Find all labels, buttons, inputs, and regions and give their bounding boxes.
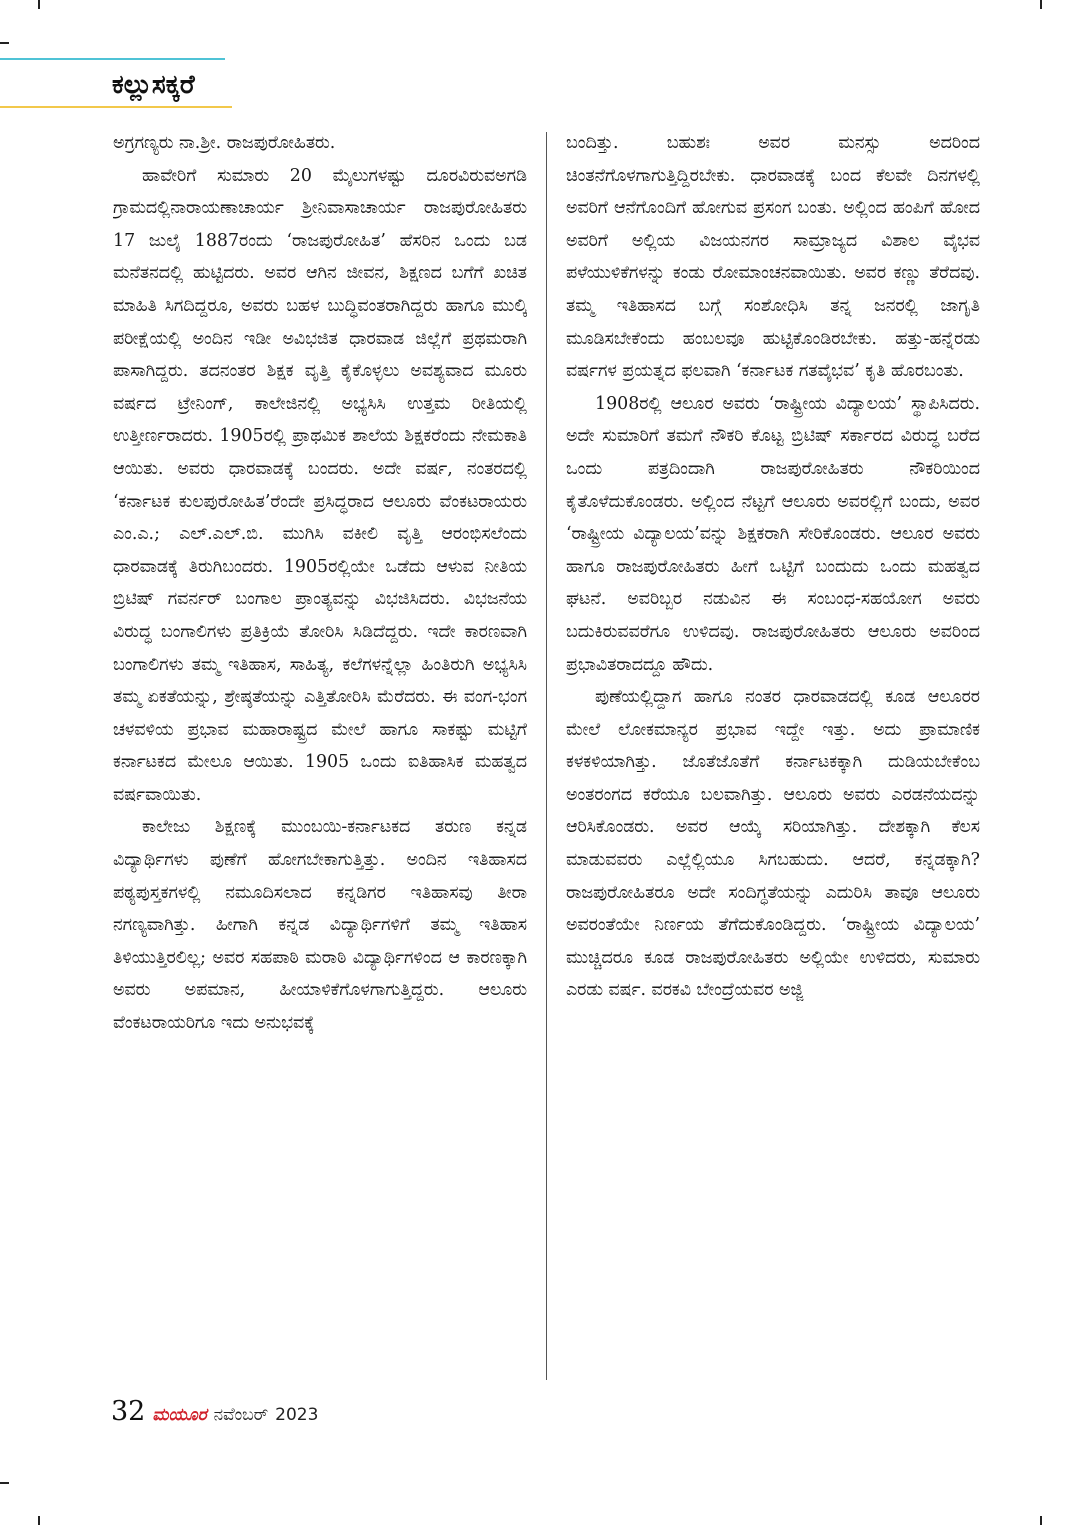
crop-mark-top-left xyxy=(38,0,40,9)
article-column-left xyxy=(113,127,527,1382)
right-paragraph-2: 1908ರಲ್ಲಿ ಆಲೂರ ಅವರು ‘ರಾಷ್ಟ್ರೀಯ ವಿದ್ಯಾಲಯ’ ಸ್ಥಾಪಿಸಿದರು. ಅದೇ ಸುಮಾರಿಗೆ ತಮಗೆ ನೌಕರಿ ಕೊಟ್ಟ ಬ್ರಿಟಿಷ್ ಸರ್ಕಾರದ ವಿರುದ್ಧ ಬರೆದ ಒಂದು ಪತ್ರದಿಂದಾಗಿ ರಾಜಪುರೋಹಿತರು ನೌಕರಿಯಿಂದ ಕೈತೊಳೆದುಕೊಂಡರು. ಅಲ್ಲಿಂದ ನೆಟ್ಟಗೆ ಆಲೂರು ಅವರಲ್ಲಿಗೆ ಬಂದು, ಅವರ ‘ರಾಷ್ಟ್ರೀಯ ವಿದ್ಯಾಲಯ’ವನ್ನು ಶಿಕ್ಷಕರಾಗಿ ಸೇರಿಕೊಂಡರು. ಆಲೂರ ಅವರು ಹಾಗೂ ರಾಜಪುರೋಹಿತರು ಹೀಗೆ ಒಟ್ಟಿಗೆ ಬಂದುದು ಒಂದು ಮಹತ್ವದ ಘಟನೆ. ಅವರಿಬ್ಬರ ನಡುವಿನ ಈ ಸಂಬಂಧ-ಸಹಯೋಗ ಅವರು ಬದುಕಿರುವವರೆಗೂ ಉಳಿದವು. ರಾಜಪುರೋಹಿತರು ಆಲೂರು ಅವರಿಂದ ಪ್ರಭಾವಿತರಾದದ್ದೂ ಹೌದು. xyxy=(566,393,980,675)
article-column-right xyxy=(566,127,980,1382)
page-footer xyxy=(111,1392,318,1432)
issue-year: 2023 xyxy=(275,1405,319,1425)
crop-mark-top-right xyxy=(1040,0,1042,9)
header-rule-bottom xyxy=(0,106,232,108)
magazine-logo: ಮಯೂರ xyxy=(152,1405,207,1425)
right-paragraph-1: ಬಂದಿತ್ತು. ಬಹುಶಃ ಅವರ ಮನಸ್ಸು ಅದರಿಂದ ಚಿಂತನೆಗೊಳಗಾಗುತ್ತಿದ್ದಿರಬೇಕು. ಧಾರವಾಡಕ್ಕೆ ಬಂದ ಕೆಲವೇ ದಿನಗಳಲ್ಲಿ ಅವರಿಗೆ ಆನೆಗೊಂದಿಗೆ ಹೋಗುವ ಪ್ರಸಂಗ ಬಂತು. ಅಲ್ಲಿಂದ ಹಂಪಿಗೆ ಹೋದ ಅವರಿಗೆ ಅಲ್ಲಿಯ ವಿಜಯನಗರ ಸಾಮ್ರಾಜ್ಯದ ವಿಶಾಲ ವೈಭವ ಪಳೆಯುಳಿಕೆಗಳನ್ನು ಕಂಡು ರೋಮಾಂಚನವಾಯಿತು. ಅವರ ಕಣ್ಣು ತೆರೆದವು. ತಮ್ಮ ಇತಿಹಾಸದ ಬಗ್ಗೆ ಸಂಶೋಧಿಸಿ ತನ್ನ ಜನರಲ್ಲಿ ಜಾಗೃತಿ ಮೂಡಿಸಬೇಕೆಂದು ಹಂಬಲವೂ ಹುಟ್ಟಿಕೊಂಡಿರಬೇಕು. ಹತ್ತು-ಹನ್ನೆರಡು ವರ್ಷಗಳ ಪ್ರಯತ್ನದ ಫಲವಾಗಿ ‘ಕರ್ನಾಟಕ ಗತವೈಭವ’ ಕೃತಿ ಹೊರಬಂತು. xyxy=(566,133,980,382)
left-paragraph-3: ಕಾಲೇಜು ಶಿಕ್ಷಣಕ್ಕೆ ಮುಂಬಯಿ-ಕರ್ನಾಟಕದ ತರುಣ ಕನ್ನಡ ವಿದ್ಯಾರ್ಥಿಗಳು ಪುಣೆಗೆ ಹೋಗಬೇಕಾಗುತ್ತಿತ್ತು. ಅಂದಿನ ಇತಿಹಾಸದ ಪಠ್ಯಪುಸ್ತಕಗಳಲ್ಲಿ ನಮೂದಿಸಲಾದ ಕನ್ನಡಿಗರ ಇತಿಹಾಸವು ತೀರಾ ನಗಣ್ಯವಾಗಿತ್ತು. ಹೀಗಾಗಿ ಕನ್ನಡ ವಿದ್ಯಾರ್ಥಿಗಳಿಗೆ ತಮ್ಮ ಇತಿಹಾಸ ತಿಳಿಯುತ್ತಿರಲಿಲ್ಲ; ಅವರ ಸಹಪಾಠಿ ಮರಾಠಿ ವಿದ್ಯಾರ್ಥಿಗಳಿಂದ ಆ ಕಾರಣಕ್ಕಾಗಿ ಅವರು ಅಪಮಾನ, ಹೀಯಾಳಿಕೆಗೊಳಗಾಗುತ್ತಿದ್ದರು. ಆಲೂರು ವೆಂಕಟರಾಯರಿಗೂ ಇದು ಅನುಭವಕ್ಕೆ xyxy=(113,817,527,1034)
crop-mark-bottom-left xyxy=(38,1516,40,1525)
crop-mark-left-upper xyxy=(0,42,9,44)
left-paragraph-2: ಹಾವೇರಿಗೆ ಸುಮಾರು 20 ಮೈಲುಗಳಷ್ಟು ದೂರವಿರುವಅಗಡಿ ಗ್ರಾಮದಲ್ಲಿನಾರಾಯಣಾಚಾರ್ಯ ಶ್ರೀನಿವಾಸಾಚಾರ್ಯ ರಾಜಪುರೋಹಿತರು 17 ಜುಲೈ 1887ರಂದು ‘ರಾಜಪುರೋಹಿತ’ ಹೆಸರಿನ ಒಂದು ಬಡ ಮನೆತನದಲ್ಲಿ ಹುಟ್ಟಿದರು. ಅವರ ಆಗಿನ ಜೀವನ, ಶಿಕ್ಷಣದ ಬಗೆಗೆ ಖಚಿತ ಮಾಹಿತಿ ಸಿಗದಿದ್ದರೂ, ಅವರು ಬಹಳ ಬುದ್ಧಿವಂತರಾಗಿದ್ದರು ಹಾಗೂ ಮುಲ್ಕಿ ಪರೀಕ್ಷೆಯಲ್ಲಿ ಅಂದಿನ ಇಡೀ ಅವಿಭಜಿತ ಧಾರವಾಡ ಜಿಲ್ಲೆಗೆ ಪ್ರಥಮರಾಗಿ ಪಾಸಾಗಿದ್ದರು. ತದನಂತರ ಶಿಕ್ಷಕ ವೃತ್ತಿ ಕೈಕೊಳ್ಳಲು ಅವಶ್ಯವಾದ ಮೂರು ವರ್ಷದ ಟ್ರೇನಿಂಗ್, ಕಾಲೇಜಿನಲ್ಲಿ ಅಭ್ಯಸಿಸಿ ಉತ್ತಮ ರೀತಿಯಲ್ಲಿ ಉತ್ತೀರ್ಣರಾದರು. 1905ರಲ್ಲಿ ಪ್ರಾಥಮಿಕ ಶಾಲೆಯ ಶಿಕ್ಷಕರೆಂದು ನೇಮಕಾತಿ ಆಯಿತು. ಅವರು ಧಾರವಾಡಕ್ಕೆ ಬಂದರು. ಅದೇ ವರ್ಷ, ನಂತರದಲ್ಲಿ ‘ಕರ್ನಾಟಕ ಕುಲಪುರೋಹಿತ’ರೆಂದೇ ಪ್ರಸಿದ್ಧರಾದ ಆಲೂರು ವೆಂಕಟರಾಯರು ಎಂ.ಎ.; ಎಲ್.ಎಲ್.ಬಿ. ಮುಗಿಸಿ ವಕೀಲಿ ವೃತ್ತಿ ಆರಂಭಿಸಲೆಂದು ಧಾರವಾಡಕ್ಕೆ ತಿರುಗಿಬಂದರು. 1905ರಲ್ಲಿಯೇ ಒಡೆದು ಆಳುವ ನೀತಿಯ ಬ್ರಿಟಿಷ್ ಗವರ್ನರ್ ಬಂಗಾಲ ಪ್ರಾಂತ್ಯವನ್ನು ವಿಭಜಿಸಿದರು. ವಿಭಜನೆಯ ವಿರುದ್ಧ ಬಂಗಾಲಿಗಳು ಪ್ರತಿಕ್ರಿಯೆ ತೋರಿಸಿ ಸಿಡಿದೆದ್ದರು. ಇದೇ ಕಾರಣವಾಗಿ ಬಂಗಾಲಿಗಳು ತಮ್ಮ ಇತಿಹಾಸ, ಸಾಹಿತ್ಯ, ಕಲೆಗಳನ್ನೆಲ್ಲಾ ಹಿಂತಿರುಗಿ ಅಭ್ಯಸಿಸಿ ತಮ್ಮ ಏಕತೆಯನ್ನು, ಶ್ರೇಷ್ಠತೆಯನ್ನು ಎತ್ತಿತೋರಿಸಿ ಮೆರೆದರು. ಈ ವಂಗ-ಭಂಗ ಚಳವಳಿಯ ಪ್ರಭಾವ ಮಹಾರಾಷ್ಟ್ರದ ಮೇಲೆ ಹಾಗೂ ಸಾಕಷ್ಟು ಮಟ್ಟಿಗೆ ಕರ್ನಾಟಕದ ಮೇಲೂ ಆಯಿತು. 1905 ಒಂದು ಐತಿಹಾಸಿಕ ಮಹತ್ವದ ವರ್ಷವಾಯಿತು. xyxy=(113,165,527,805)
crop-mark-bottom-right xyxy=(1040,1516,1042,1525)
header-rule-top xyxy=(0,58,225,60)
page-number: 32 xyxy=(111,1396,146,1427)
section-header xyxy=(0,58,232,110)
left-paragraph-1: ಅಗ್ರಗಣ್ಯರು ನಾ.ಶ್ರೀ. ರಾಜಪುರೋಹಿತರು. xyxy=(113,133,336,153)
crop-mark-left-lower xyxy=(0,1482,9,1484)
issue-month: ನವೆಂಬರ್ xyxy=(213,1405,269,1425)
right-paragraph-3: ಪುಣೆಯಲ್ಲಿದ್ದಾಗ ಹಾಗೂ ನಂತರ ಧಾರವಾಡದಲ್ಲಿ ಕೂಡ ಆಲೂರರ ಮೇಲೆ ಲೋಕಮಾನ್ಯರ ಪ್ರಭಾವ ಇದ್ದೇ ಇತ್ತು. ಅದು ಪ್ರಾಮಾಣಿಕ ಕಳಕಳಿಯಾಗಿತ್ತು. ಜೊತೆಜೊತೆಗೆ ಕರ್ನಾಟಕಕ್ಕಾಗಿ ದುಡಿಯಬೇಕೆಂಬ ಅಂತರಂಗದ ಕರೆಯೂ ಬಲವಾಗಿತ್ತು. ಆಲೂರು ಅವರು ಎರಡನೆಯದನ್ನು ಆರಿಸಿಕೊಂಡರು. ಅವರ ಆಯ್ಕೆ ಸರಿಯಾಗಿತ್ತು. ದೇಶಕ್ಕಾಗಿ ಕೆಲಸ ಮಾಡುವವರು ಎಲ್ಲೆಲ್ಲಿಯೂ ಸಿಗಬಹುದು. ಆದರೆ, ಕನ್ನಡಕ್ಕಾಗಿ? ರಾಜಪುರೋಹಿತರೂ ಅದೇ ಸಂದಿಗ್ಧತೆಯನ್ನು ಎದುರಿಸಿ ತಾವೂ ಆಲೂರು ಅವರಂತೆಯೇ ನಿರ್ಣಯ ತೆಗೆದುಕೊಂಡಿದ್ದರು. ‘ರಾಷ್ಟ್ರೀಯ ವಿದ್ಯಾಲಯ’ ಮುಚ್ಚಿದರೂ ಕೂಡ ರಾಜಪುರೋಹಿತರು ಅಲ್ಲಿಯೇ ಉಳಿದರು, ಸುಮಾರು ಎರಡು ವರ್ಷ. ವರಕವಿ ಬೇಂದ್ರೆಯವರ ಅಜ್ಜಿ xyxy=(566,687,980,1001)
column-divider xyxy=(546,132,547,1380)
section-title: ಕಲ್ಲುಸಕ್ಕರೆ xyxy=(112,70,195,100)
